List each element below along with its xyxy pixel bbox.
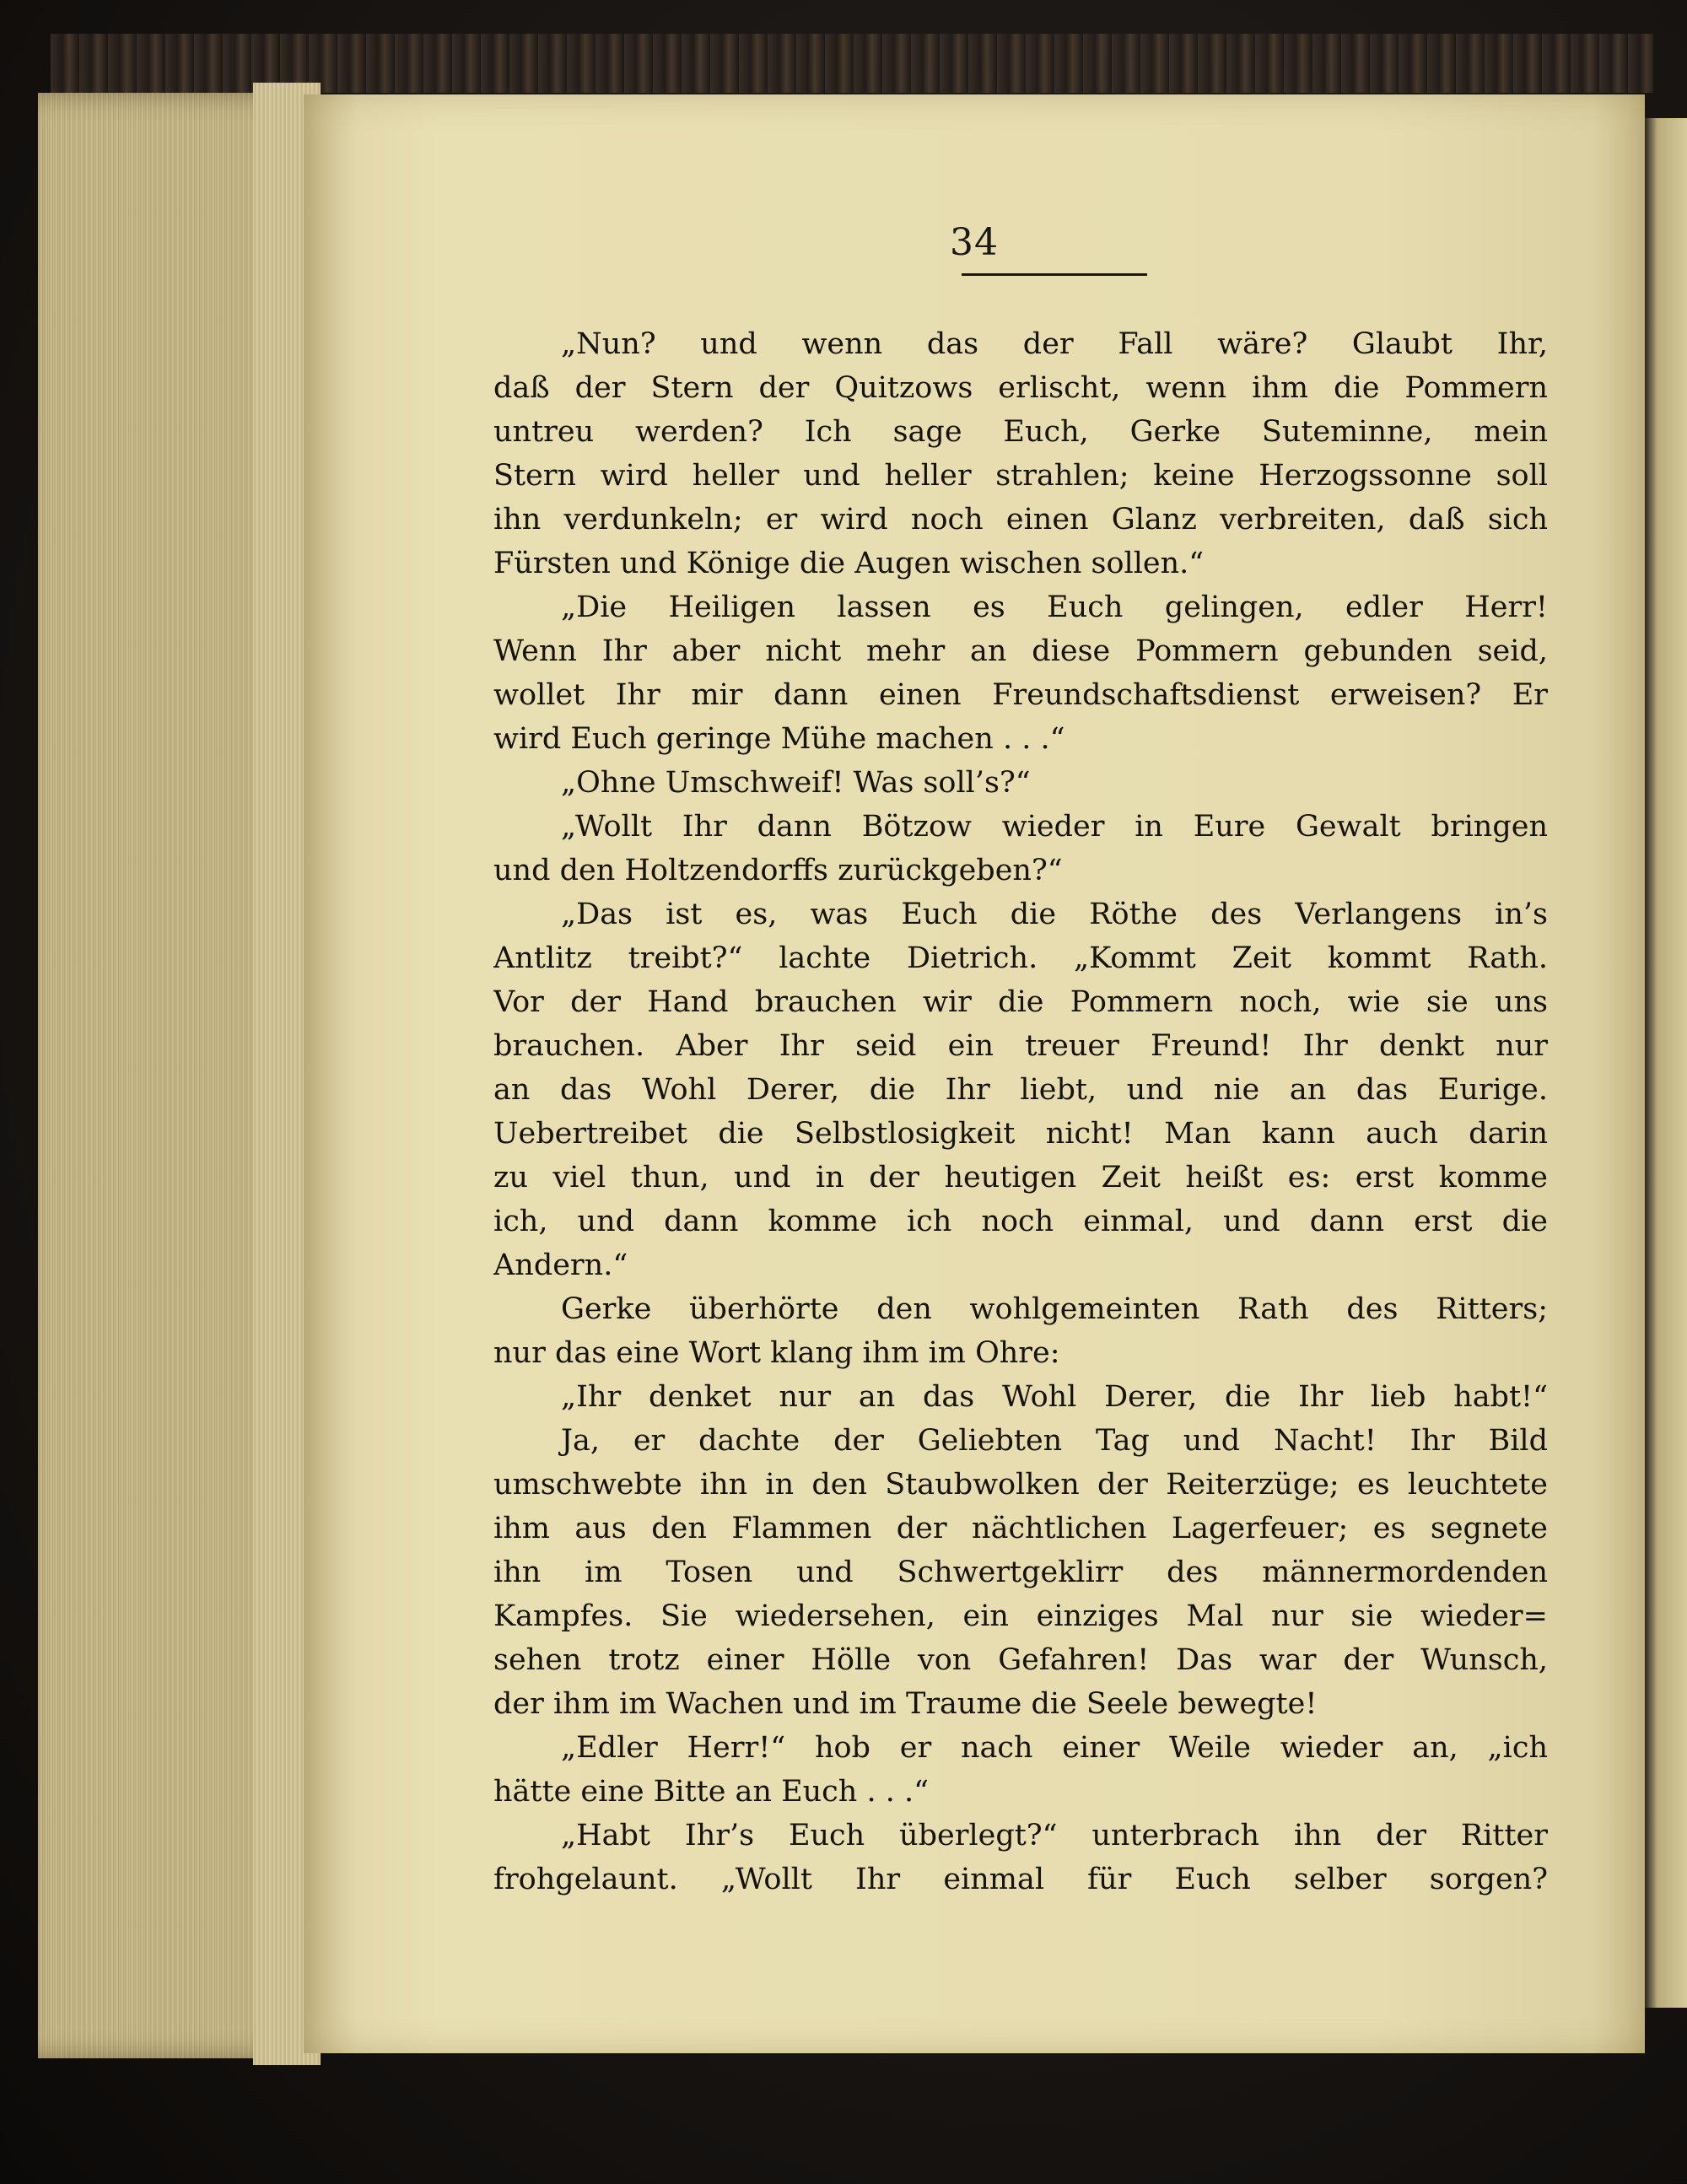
text-line: und den Holtzendorffs zurückgeben?“ (493, 854, 1063, 887)
text-line: Uebertreibet die Selbstlosigkeit nicht! Man kann auch darin (493, 1117, 1548, 1151)
text-line: „Ihr denket nur an das Wohl Derer, die Ihr lieb habt!“ (561, 1380, 1548, 1414)
text-line: der ihm im Wachen und im Traume die Seele bewegte! (493, 1687, 1318, 1721)
text-line: „Ohne Umschweif! Was soll’s?“ (561, 766, 1031, 800)
text-line: „Habt Ihr’s Euch überlegt?“ unterbrach ihn der Ritter (561, 1819, 1548, 1852)
text-line: „Edler Herr!“ hob er nach einer Weile wieder an, „ich (561, 1731, 1548, 1765)
text-line: Antlitz treibt?“ lachte Dietrich. „Kommt Zeit kommt Rath. (493, 941, 1548, 975)
page-number: 34 (950, 221, 999, 264)
text-line: hätte eine Bitte an Euch . . .“ (493, 1775, 929, 1809)
text-line: Gerke überhörte den wohlgemeinten Rath des Ritters; (561, 1292, 1548, 1326)
text-line: untreu werden? Ich sage Euch, Gerke Suteminne, mein (493, 415, 1548, 449)
text-line: Stern wird heller und heller strahlen; keine Herzogssonne soll (493, 459, 1548, 493)
text-line: Fürsten und Könige die Augen wischen sollen.“ (493, 547, 1205, 580)
text-line: „Das ist es, was Euch die Röthe des Verlangens in’s (561, 898, 1548, 931)
text-line: ich, und dann komme ich noch einmal, und dann erst die (493, 1205, 1548, 1238)
text-line: brauchen. Aber Ihr seid ein treuer Freund! Ihr denkt nur (493, 1029, 1548, 1063)
page-number-rule (962, 273, 1147, 276)
text-line: „Wollt Ihr dann Bötzow wieder in Eure Gewalt bringen (561, 810, 1548, 844)
text-line: sehen trotz einer Hölle von Gefahren! Das war der Wunsch, (493, 1643, 1548, 1677)
text-line: Andern.“ (493, 1248, 628, 1282)
text-line: ihn im Tosen und Schwertgeklirr des männermordenden (493, 1556, 1548, 1589)
text-line: ihn verdunkeln; er wird noch einen Glanz verbreiten, daß sich (493, 503, 1548, 537)
text-line: umschwebte ihn in den Staubwolken der Reiterzüge; es leuchtete (493, 1468, 1548, 1502)
text-line: frohgelaunt. „Wollt Ihr einmal für Euch selber sorgen? (493, 1863, 1548, 1896)
text-line: Kampfes. Sie wiedersehen, ein einziges Mal nur sie wieder= (493, 1599, 1548, 1633)
text-line: wollet Ihr mir dann einen Freundschaftsdienst erweisen? Er (493, 678, 1548, 712)
text-line: „Die Heiligen lassen es Euch gelingen, edler Herr! (561, 590, 1548, 624)
text-line: „Nun? und wenn das der Fall wäre? Glaubt Ihr, (561, 327, 1548, 361)
text-line: Vor der Hand brauchen wir die Pommern noch, wie sie uns (493, 985, 1548, 1019)
text-line: Ja, er dachte der Geliebten Tag und Nacht! Ihr Bild (561, 1424, 1548, 1458)
text-line: Wenn Ihr aber nicht mehr an diese Pommern gebunden seid, (493, 634, 1548, 668)
text-line: ihm aus den Flammen der nächtlichen Lagerfeuer; es segnete (493, 1512, 1548, 1545)
page-text (493, 322, 1548, 1901)
text-line: zu viel thun, und in der heutigen Zeit heißt es: erst komme (493, 1161, 1548, 1194)
book-page (304, 94, 1645, 2053)
text-line: an das Wohl Derer, die Ihr liebt, und nie an das Eurige. (493, 1073, 1548, 1107)
text-line: nur das eine Wort klang ihm im Ohre: (493, 1336, 1060, 1370)
text-line: daß der Stern der Quitzows erlischt, wenn ihm die Pommern (493, 371, 1548, 405)
facing-page-edge (1645, 118, 1687, 2008)
text-line: wird Euch geringe Mühe machen . . .“ (493, 722, 1065, 756)
